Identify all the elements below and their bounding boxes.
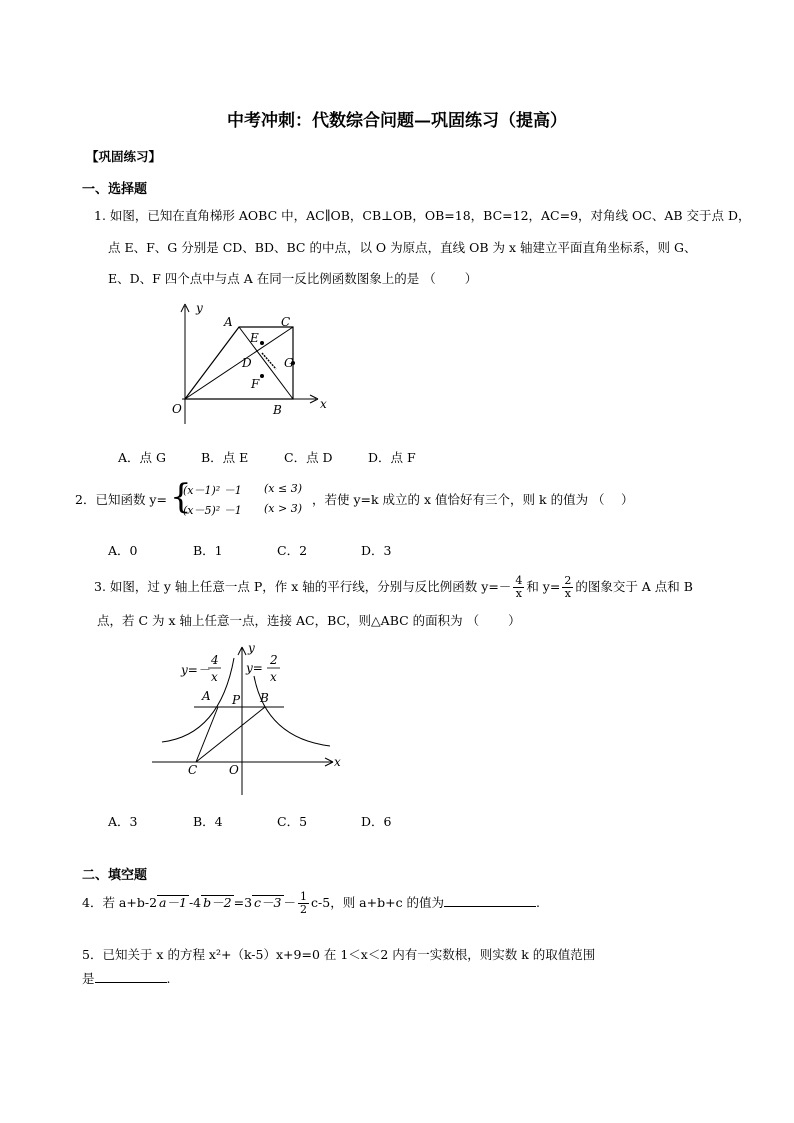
label-a: A bbox=[224, 315, 233, 329]
page-title: 中考冲刺：代数综合问题—巩固练习（提高） bbox=[227, 111, 567, 131]
q3-option-a: A．3 bbox=[108, 814, 138, 829]
point-e bbox=[260, 341, 264, 345]
label-x: x bbox=[320, 397, 327, 411]
label-y: y bbox=[196, 301, 203, 315]
q1-option-c: C．点 D bbox=[284, 450, 333, 465]
q2-option-a: A．0 bbox=[108, 543, 138, 558]
point-f bbox=[260, 374, 264, 378]
sqrt-c: c－3 bbox=[254, 895, 282, 910]
label-g: G bbox=[284, 356, 294, 370]
label-y: y bbox=[248, 641, 255, 655]
eq1-num: 4 bbox=[211, 653, 219, 667]
label-o: O bbox=[172, 402, 182, 416]
q3-fraction-2: $\frac{2}{x}$ bbox=[564, 574, 572, 600]
q2-suffix: ，若使 y=k 成立的 x 值恰好有三个，则 k 的值为 （ ） bbox=[312, 492, 634, 507]
curve-2-over-x bbox=[254, 676, 330, 746]
q2-prefix: 2．已知函数 y= bbox=[75, 492, 167, 507]
section-fill-title: 二、填空题 bbox=[82, 868, 148, 883]
label-o: O bbox=[229, 763, 239, 777]
label-e: E bbox=[250, 331, 259, 345]
segment-bc bbox=[196, 707, 265, 762]
q1-option-b: B．点 E bbox=[201, 450, 249, 465]
section-choice-title: 一、选择题 bbox=[82, 182, 148, 197]
q3-line2: 点，若 C 为 x 轴上任意一点，连接 AC，BC，则△ABC 的面积为 （ ） bbox=[97, 613, 521, 628]
label-x: x bbox=[334, 755, 341, 769]
q4-fraction: $\frac{1}{2}$ bbox=[300, 890, 308, 916]
q2-cond2: (x > 3) bbox=[264, 502, 302, 515]
q1-option-a: A．点 G bbox=[118, 450, 166, 465]
q2-cond1: (x ≤ 3) bbox=[264, 482, 302, 495]
q3-line1 bbox=[94, 575, 693, 600]
q1-line2: 点 E、F、G 分别是 CD、BD、BC 的中点，以 O 为原点，直线 OB 为 x 轴建立平面直角坐标系，则 G、 bbox=[108, 240, 697, 255]
label-a: A bbox=[202, 689, 211, 703]
q3-text-a: 3. 如图，过 y 轴上任意一点 P，作 x 轴的平行线，分别与反比例函数 y=－ bbox=[94, 579, 512, 594]
sqrt-b: b－2 bbox=[203, 895, 232, 910]
q4-line: 4．若 a+b-2 a－1 -4 b－2 =3 c－3 － $\frac{1}{2}$ c-5，则 a+b+c 的值为 . bbox=[82, 890, 541, 916]
eq2-prefix: y= bbox=[246, 661, 263, 675]
label-d: D bbox=[242, 356, 252, 370]
sqrt-a: a－1 bbox=[159, 895, 187, 910]
q1-line1: 1. 如图，已知在直角梯形 AOBC 中，AC∥OB，CB⊥OB，OB=18，BC=12，AC=9，对角线 OC、AB 交于点 D， bbox=[94, 208, 751, 223]
section-tag: 【巩固练习】 bbox=[86, 149, 162, 164]
diagonal-oc bbox=[185, 327, 293, 399]
q3-text-c: 的图象交于 A 点和 B bbox=[575, 579, 693, 594]
q1-option-d: D．点 F bbox=[368, 450, 416, 465]
q1-line3: E、D、F 四个点中与点 A 在同一反比例函数图象上的是 （ ） bbox=[108, 271, 478, 286]
q4-answer-blank[interactable] bbox=[444, 894, 536, 907]
q2-brace: { bbox=[170, 477, 192, 517]
q1-figure bbox=[168, 296, 338, 426]
q2-option-d: D．3 bbox=[361, 543, 392, 558]
q3-option-c: C．5 bbox=[277, 814, 308, 829]
eq2-num: 2 bbox=[270, 653, 278, 667]
label-c: C bbox=[188, 763, 198, 777]
label-c: C bbox=[281, 315, 291, 329]
q3-text-b: 和 y= bbox=[526, 579, 561, 594]
q2-option-c: C．2 bbox=[277, 543, 308, 558]
q2-option-b: B．1 bbox=[193, 543, 223, 558]
label-f: F bbox=[251, 377, 260, 391]
eq1-prefix: y=－ bbox=[181, 663, 210, 677]
q3-fraction-1: $\frac{4}{x}$ bbox=[515, 574, 523, 600]
q3-option-d: D．6 bbox=[361, 814, 392, 829]
eq2-den: x bbox=[270, 670, 277, 684]
q5-answer-blank[interactable] bbox=[95, 970, 167, 983]
label-b: B bbox=[273, 403, 282, 417]
label-p: P bbox=[232, 693, 241, 707]
label-b: B bbox=[260, 691, 269, 705]
eq1-den: x bbox=[211, 670, 218, 684]
q5-line1: 5．已知关于 x 的方程 x²+（k-5）x+9=0 在 1＜x＜2 内有一实数根，则实数 k 的取值范围 bbox=[82, 947, 596, 962]
q2-case1: (x－1)² －1 bbox=[183, 484, 242, 497]
q3-option-b: B．4 bbox=[193, 814, 223, 829]
q3-figure bbox=[148, 640, 348, 800]
q5-line2: 是 . bbox=[82, 971, 171, 986]
q2-case2: (x－5)² －1 bbox=[183, 504, 242, 517]
